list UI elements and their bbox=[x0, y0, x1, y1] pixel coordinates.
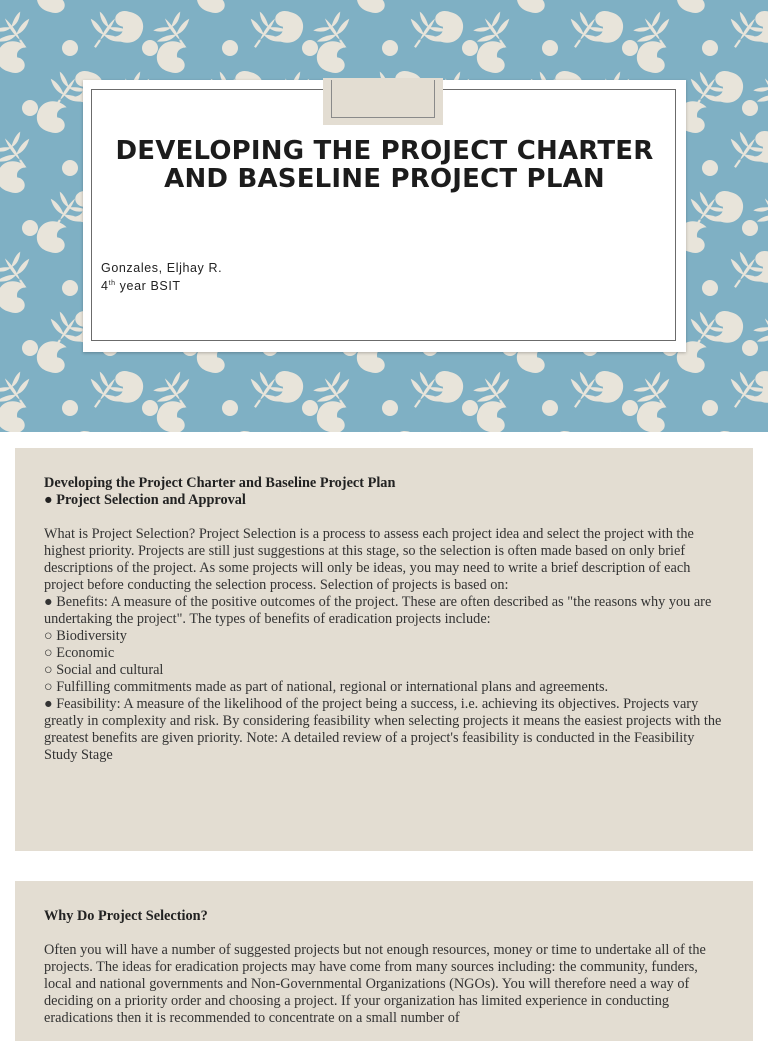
author-block bbox=[101, 260, 222, 294]
list-item: ○ Biodiversity bbox=[44, 628, 127, 644]
slide-title-line-2: AND BASELINE PROJECT PLAN bbox=[164, 164, 605, 194]
title-frame bbox=[91, 89, 676, 341]
paragraph-benefits: ● Benefits: A measure of the positive outcomes of the project. These are often described as "the reasons why you are undertaking the project". The types of benefits of eradication projects include: bbox=[44, 594, 712, 627]
list-item: ○ Social and cultural bbox=[44, 662, 164, 678]
list-item: ○ Economic bbox=[44, 645, 115, 661]
card-subheading: ● Project Selection and Approval bbox=[44, 492, 246, 508]
paragraph-why-selection: Often you will have a number of suggested projects but not enough resources, money or time to undertake all of the projects. The ideas for eradication projects may have come from many sources including: the community, funders, local and national governments and Non-Governmental Organizations (NGOs). You will therefore need a way of deciding on a priority order and choosing a project. If your organization has limited experience in conducting eradications then it is recommended to concentrate on a small number of bbox=[44, 942, 706, 1026]
slide-title bbox=[83, 137, 686, 193]
paragraph-what-is-selection: What is Project Selection? Project Selection is a process to assess each project idea and select the project with the highest priority. Projects are still just suggestions at this stage, so the selection is often made based on only brief descriptions of the project. As some projects will only be ideas, you may need to write a brief description of each project before conducting the selection process. Selection of projects is based on: bbox=[44, 526, 694, 593]
card-heading: Developing the Project Charter and Baseline Project Plan bbox=[44, 475, 396, 491]
text-card-why-selection bbox=[15, 881, 753, 1041]
card-heading: Why Do Project Selection? bbox=[44, 908, 208, 924]
list-item: ○ Fulfilling commitments made as part of national, regional or international plans and agreements. bbox=[44, 679, 609, 695]
paragraph-feasibility: ● Feasibility: A measure of the likelihood of the project being a success, i.e. achieving its objectives. Projects vary greatly in complexity and risk. By considering feasibility when selecting projects it means the easiest projects with the greatest benefits are given priority. Note: A detailed review of a project's feasibility is conducted in the Feasibility Study Stage bbox=[44, 696, 722, 763]
author-year: 4th year BSIT bbox=[101, 279, 181, 293]
text-card-project-selection bbox=[15, 448, 753, 851]
title-tab-decoration bbox=[323, 78, 443, 125]
author-name: Gonzales, Eljhay R. bbox=[101, 261, 223, 275]
title-slide bbox=[0, 0, 768, 432]
title-card bbox=[83, 80, 686, 352]
slide-title-line-1: DEVELOPING THE PROJECT CHARTER bbox=[115, 136, 654, 166]
